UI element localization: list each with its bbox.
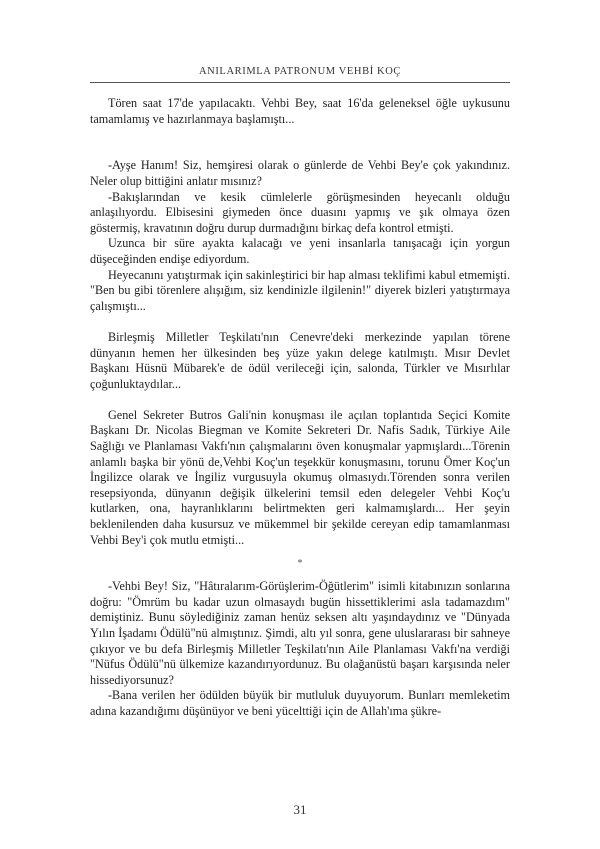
paragraph: Tören saat 17'de yapılacaktı. Vehbi Bey, saat 16'da geleneksel öğle uykusunu tamamlamış ve hazırlanmaya başlamıştı... [90,96,510,126]
paragraph: -Ayşe Hanım! Siz, hemşiresi olarak o günlerde de Vehbi Bey'e çok yakındınız. Neler olup bittiğini anlatır mısınız? [90,158,510,188]
section-separator: * [297,558,303,570]
page-number: 31 [293,802,307,817]
paragraph: -Bana verilen her ödülden büyük bir mutluluk duyuyorum. Bunları memleketim adına kazandığımı düşünüyor ve beni yücelttiği için de Allah'ıma şükre- [90,688,510,718]
paragraph: -Vehbi Bey! Siz, "Hâtıralarım-Görüşlerim-Öğütlerim" isimli kitabınızın sonlarına doğru: "Ömrüm bu kadar uzun olmasaydı bugün hissettiklerimi asla tadamazdım" demiştiniz. Bunu söylediğiniz zaman henüz seksen altı yaşındaydınız ve "Dünyada Yılın İşadamı Ödülü"nü almıştınız. Şimdi, altı yıl sonra, gene uluslararası bir sahneye çıkıyor ve bu defa Birleşmiş Milletler Teşkilatı'nın Aile Planlaması Vakfı'na verdiği "Nüfus Ödülü"nü ülkemize kazandırıyordunuz. Bu olağanüstü başarı karşısında neler hissediyorsunuz? [90,579,510,687]
paragraph: -Bakışlarından ve kesik cümlelerle görüşmesinden heyecanlı olduğu anlaşılıyordu. Elbisesini giymeden önce duasını yapmış ve şık olmaya özen göstermiş, kravatının doğru durup durmadığını birkaç defa kontrol etmişti. [90,189,510,235]
paragraph: Heyecanını yatıştırmak için sakinleştirici bir hap alması teklifimi kabul etmemişti. "Ben bu gibi törenlere alışığım, siz kendinizle ilgilenin!" diyerek bizleri yatıştırmaya çalışmıştı... [90,267,510,313]
paragraph-gap [90,314,510,330]
paragraph-gap [90,143,510,159]
running-header: ANILARIMLA PATRONUM VEHBİ KOÇ [198,66,402,77]
page-body [90,96,510,720]
paragraph: Birleşmiş Milletler Teşkilatı'nın Cenevre'deki merkezinde yapılan törene dünyanın hemen her ülkesinden beş yüze yakın delege katılmıştı. Mısır Devlet Başkanı Hüsnü Mübarek'e de ödül verileceği için, salonda, Türkler ve Mısırlılar çoğunluktaydılar... [90,329,510,391]
paragraph-gap [90,127,510,143]
header-rule [90,82,510,83]
paragraph: Uzunca bir süre ayakta kalacağı ve yeni insanlarla tanışacağı için yorgun düşeceğinden endişe ediyordum. [90,236,510,266]
paragraph: Genel Sekreter Butros Gali'nin konuşması ile açılan toplantıda Seçici Komite Başkanı Dr. Nicolas Biegman ve Komite Sekreteri Dr. Nafis Sadık, Türkiye Aile Sağlığı ve Planlaması Vakfı'nın çalışmalarını öven konuşmalar yapmışlardı...Törenin anlamlı başka bir yönü de,Vehbi Koç'un teşekkür konuşmasını, torunu Ömer Koç'un İngilizce olarak ve İngiliz vurgusuyla okumuş olmasıydı.Törenden sonra verilen resepsiyonda, dünyanın değişik ülkelerini temsil eden delegeler Vehbi Koç'u kutlarken, ona, hayranlıklarını belirtmekten geri kalmamışlardı... Her şeyin beklenilenden daha kusursuz ve mükemmel bir şekilde cereyan edip tamamlanması Vehbi Bey'i çok mutlu etmişti... [90,407,510,547]
paragraph-gap [90,392,510,408]
